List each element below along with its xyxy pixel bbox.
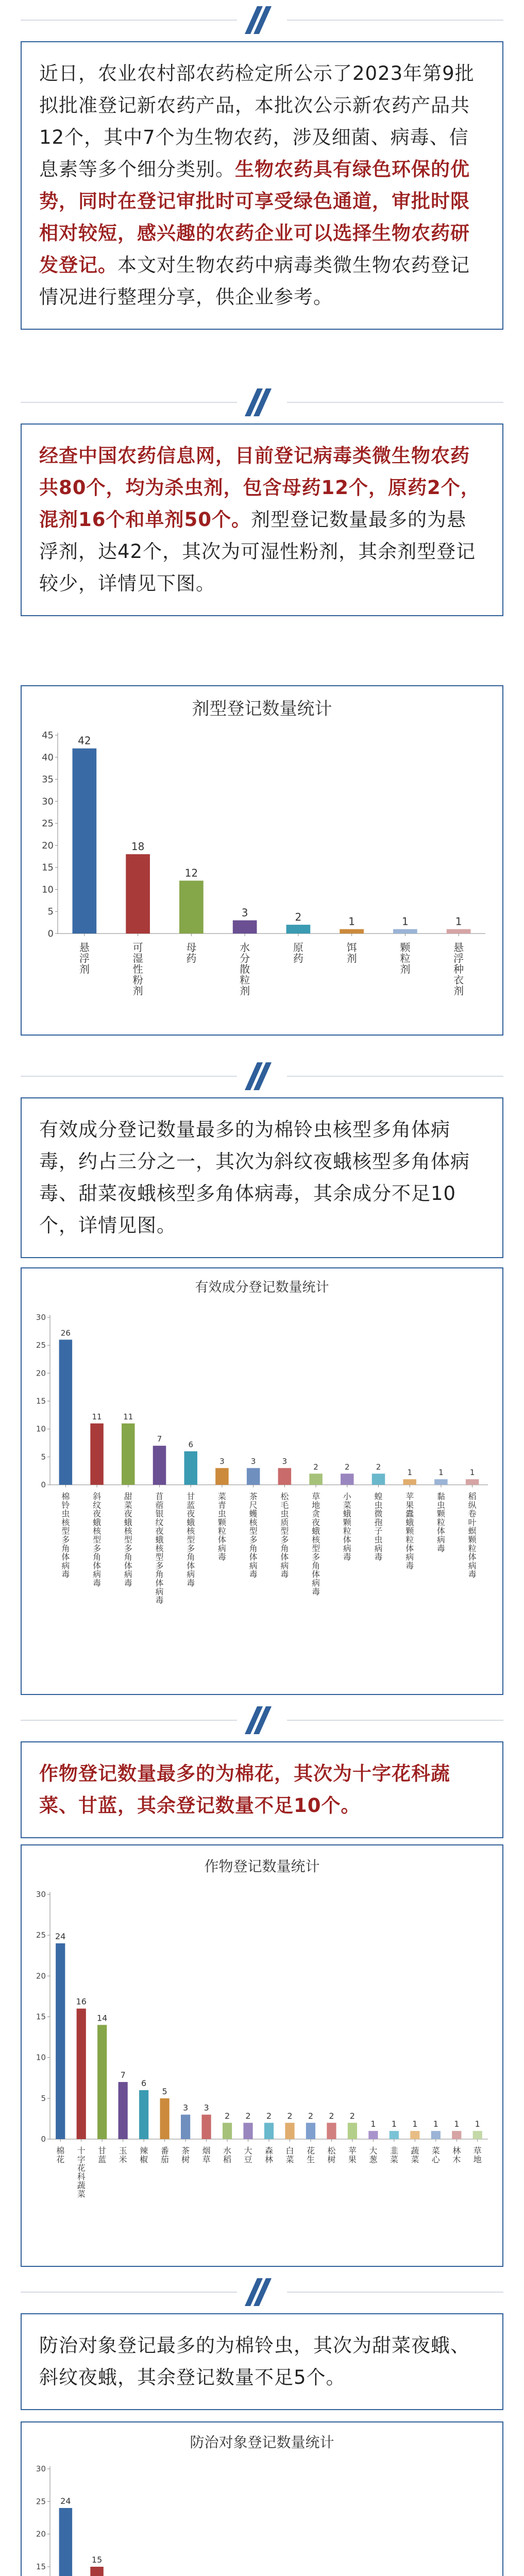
chart-title: 防治对象登记数量统计 [190,2434,334,2451]
bar [139,2090,148,2139]
data-label: 14 [97,2013,108,2023]
y-tick-label: 30 [36,2464,46,2473]
bar [215,1468,229,1485]
category-label: 韭菜 [390,2146,398,2164]
y-tick-label: 15 [36,2012,46,2022]
data-label: 1 [469,1468,475,1478]
chart-title: 作物登记数量统计 [204,1858,320,1875]
data-label: 6 [141,2078,147,2088]
data-label: 7 [157,1434,162,1444]
data-label: 2 [349,2111,355,2121]
y-tick-label: 30 [36,1313,46,1322]
data-label: 26 [60,1328,71,1338]
bar [90,2567,104,2576]
category-label: 菜心 [431,2146,440,2164]
bar [434,1479,448,1485]
data-label: 1 [412,2119,418,2129]
data-label: 1 [391,2119,397,2129]
data-label: 2 [287,2111,293,2121]
formulation-text-box [21,423,503,616]
y-tick-label: 20 [42,840,54,851]
category-label: 苹果蠹蛾颗粒体病毒 [405,1492,414,1571]
bar [278,1468,292,1485]
category-label: 草地 [473,2146,482,2164]
crop-chart [21,1844,503,2267]
bar [390,2131,399,2139]
category-label: 稻纵卷叶螟颗粒体病毒 [468,1492,477,1580]
category-label: 蔬菜 [411,2146,419,2164]
formulation-paragraph: 剂型登记数量最多的为悬浮剂，达42个，其次为可湿性粉剂，其余剂型登记较少，详情见下图。 [39,509,476,595]
data-label: 3 [282,1456,288,1466]
section-divider [0,382,524,423]
data-label: 1 [455,915,462,928]
bar [181,2115,190,2140]
bar [184,1451,197,1485]
intro-paragraph-1: 近日，农业农村部农药检定所公示了2023年第9批拟批准登记新农药产品，本批次公示新农药产品共12个，其中7个为生物农药，涉及细菌、病毒、信息素等多个细分类别。 [39,62,475,180]
category-label: 苜蓿银纹夜蛾核型多角体病毒 [155,1492,164,1605]
bar [90,1423,104,1485]
y-tick-label: 5 [47,906,54,918]
section-divider [0,0,524,41]
data-label: 3 [183,2103,189,2113]
category-label: 十字花科蔬菜 [77,2146,86,2199]
category-label: 大豆 [244,2146,252,2164]
intro-paragraph-3: 本文对生物农药中病毒类微生物农药登记情况进行整理分享，供企业参考。 [39,254,470,308]
bar [431,2131,441,2139]
data-label: 16 [76,1996,87,2007]
bar [160,2098,170,2139]
category-label: 黏虫颗粒体病毒 [436,1492,445,1553]
category-label: 甘蓝夜蛾核型多角体病毒 [187,1492,195,1588]
data-label: 1 [475,2119,480,2129]
y-tick-label: 5 [41,1452,46,1462]
category-label: 茶树 [181,2146,190,2164]
category-label: 悬浮种衣剂 [453,941,464,997]
bar [306,2123,315,2139]
data-label: 2 [345,1462,350,1472]
category-label: 菜青虫颗粒体病毒 [217,1492,226,1562]
y-tick-label: 25 [36,2497,46,2506]
data-label: 2 [245,2111,251,2121]
data-label: 42 [78,734,91,747]
y-tick-label: 20 [36,2529,46,2539]
category-label: 悬浮剂 [79,941,90,975]
y-tick-label: 15 [36,1396,46,1406]
target-chart-svg [22,2422,502,2576]
data-label: 18 [131,840,145,853]
data-label: 1 [438,1468,444,1478]
bar [452,2131,461,2139]
data-label: 11 [123,1412,133,1421]
data-label: 24 [55,1931,66,1941]
category-label: 松树 [327,2146,336,2164]
y-tick-label: 25 [42,818,54,829]
category-label: 松毛虫质型多角体病毒 [280,1492,289,1580]
category-label: 斜纹夜蛾核型多角体病毒 [93,1492,102,1588]
y-tick-label: 0 [41,1480,46,1489]
data-label: 11 [92,1412,102,1421]
target-chart [21,2421,503,2576]
bar [59,2508,73,2576]
section-divider [0,1700,524,1741]
bar [410,2131,419,2139]
data-label: 5 [162,2086,167,2096]
y-tick-label: 40 [42,752,54,763]
category-label: 甘蓝 [98,2146,107,2164]
ingredient-chart [21,1267,503,1695]
bar [223,2123,232,2139]
bar [348,2123,357,2139]
ingredient-text-box [21,1097,503,1258]
formulation-chart [21,685,503,1036]
data-label: 3 [204,2103,209,2113]
y-tick-label: 25 [36,1341,46,1350]
data-label: 2 [224,2111,230,2121]
y-tick-label: 45 [42,730,54,741]
chart-title: 有效成分登记数量统计 [195,1280,329,1295]
y-tick-label: 35 [42,774,54,785]
category-label: 白菜 [285,2146,294,2164]
ingredient-paragraph: 有效成分登记数量最多的为棉铃虫核型多角体病毒，约占三分之一，其次为斜纹夜蛾核型多角体病毒、甜菜夜蛾核型多角体病毒，其余成分不足10个，详情见图。 [39,1118,470,1236]
y-tick-label: 10 [36,2053,46,2062]
category-label: 母药 [186,941,197,964]
category-label: 棉铃虫核型多角体病毒 [61,1492,70,1580]
category-label: 林木 [452,2146,461,2164]
bar [341,1473,354,1485]
category-label: 可湿性粉剂 [132,941,143,997]
bar [233,920,257,934]
category-label: 苹果 [348,2146,357,2164]
data-label: 3 [250,1456,256,1466]
category-label: 蝗虫微孢子虫病毒 [374,1492,383,1562]
intro-text-box [21,41,503,330]
y-tick-label: 25 [36,1930,46,1940]
data-label: 15 [91,2555,103,2565]
data-label: 2 [313,1462,318,1472]
formulation-chart-svg [22,686,502,1035]
category-label: 棉花 [56,2146,65,2164]
chart-title: 剂型登记数量统计 [192,699,332,719]
data-label: 3 [219,1456,225,1466]
bar [393,929,417,934]
data-label: 7 [120,2070,126,2080]
bar [56,1943,65,2139]
data-label: 2 [266,2111,272,2121]
y-tick-label: 0 [47,928,54,939]
y-tick-label: 20 [36,1368,46,1378]
bar [73,749,97,934]
category-label: 甜菜夜蛾核型多角体病毒 [124,1492,132,1588]
data-label: 2 [329,2111,334,2121]
bar [243,2123,252,2139]
y-tick-label: 10 [36,1424,46,1434]
category-label: 烟草 [202,2146,211,2164]
bar [340,929,364,934]
intro-highlight: 生物农药具有绿色环保的优势，同时在登记审批时可享受绿色通道，审批时限相对较短，感兴趣的农药企业可以选择生物农药研发登记。 [39,158,470,276]
bar [368,2131,378,2139]
data-label: 2 [308,2111,314,2121]
category-label: 茶尺蠖核型多角体病毒 [249,1492,258,1580]
bar [447,929,471,934]
section-divider [0,1056,524,1097]
bar [285,2123,294,2139]
bar [77,2009,86,2139]
crop-text-box [21,1741,503,1838]
y-tick-label: 0 [41,2134,46,2144]
bar [372,1473,385,1485]
y-tick-label: 30 [36,1890,46,1899]
category-label: 饵剂 [346,941,357,964]
bar [247,1468,260,1485]
target-paragraph: 防治对象登记最多的为棉铃虫，其次为甜菜夜蛾、斜纹夜蛾，其余登记数量不足5个。 [39,2334,470,2388]
data-label: 2 [376,1462,381,1472]
bar [466,1479,479,1485]
category-label: 森林 [264,2146,274,2164]
bar [473,2131,482,2139]
category-label: 水分散粒剂 [240,941,250,997]
data-label: 2 [295,910,302,923]
bar [264,2123,274,2139]
data-label: 1 [433,2119,438,2129]
category-label: 玉米 [119,2146,127,2164]
data-label: 1 [348,915,355,928]
data-label: 1 [370,2119,376,2129]
section-divider [0,2272,524,2313]
bar [403,1479,416,1485]
bar [119,2082,128,2139]
ingredient-chart-svg [22,1268,502,1694]
category-label: 辣椒 [140,2146,148,2164]
category-label: 小菜蛾颗粒体病毒 [343,1492,351,1562]
category-label: 番茄 [160,2146,169,2164]
bar [59,1340,73,1485]
bar [327,2123,336,2139]
category-label: 颗粒剂 [400,941,411,975]
category-label: 草地贪夜蛾核型多角体病毒 [312,1492,320,1597]
bar [126,854,150,934]
crop-paragraph: 作物登记数量最多的为棉花，其次为十字花科蔬菜、甘蓝，其余登记数量不足10个。 [39,1762,450,1817]
data-label: 12 [184,867,198,879]
y-tick-label: 20 [36,1971,46,1981]
data-label: 24 [60,2496,71,2506]
bar [97,2025,107,2139]
bar [153,1446,166,1485]
bar [201,2115,211,2140]
data-label: 6 [188,1440,193,1449]
category-label: 大葱 [369,2146,378,2164]
data-label: 3 [241,906,248,919]
data-label: 1 [402,915,409,928]
category-label: 原药 [293,941,303,964]
data-label: 1 [454,2119,460,2129]
y-tick-label: 30 [42,796,54,807]
y-tick-label: 15 [36,2562,46,2571]
category-label: 花生 [306,2146,315,2164]
bar [286,925,311,934]
y-tick-label: 10 [42,884,54,895]
y-tick-label: 5 [41,2093,46,2103]
target-text-box [21,2313,503,2410]
data-label: 1 [407,1468,412,1478]
category-label: 水稻 [223,2146,232,2164]
bar [309,1473,323,1485]
bar [179,880,204,934]
bar [122,1423,134,1485]
y-tick-label: 15 [42,862,54,873]
crop-chart-svg [22,1845,502,2266]
formulation-highlight: 经查中国农药信息网，目前登记病毒类微生物农药共80个，均为杀虫剂，包含母药12个，原药2个，混剂16个和单剂50个。 [39,445,480,531]
